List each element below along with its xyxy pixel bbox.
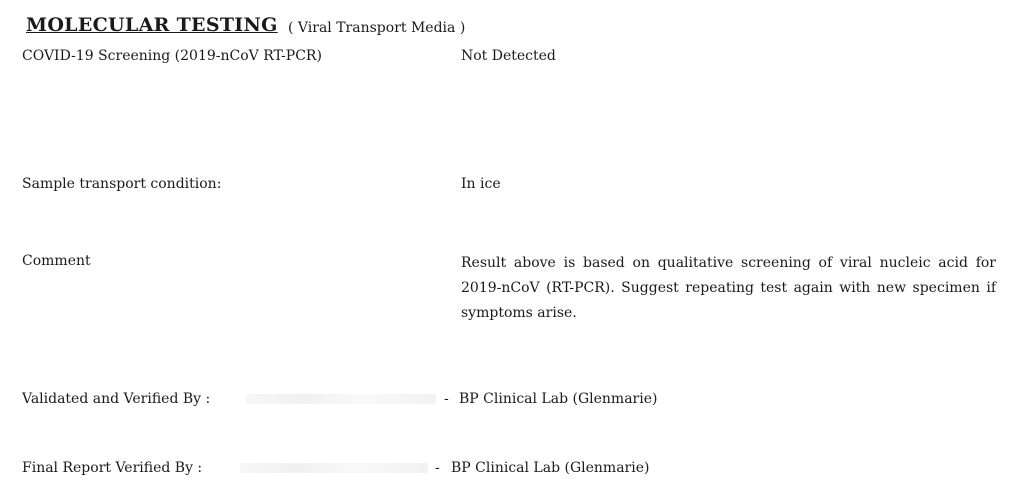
- comment-text: Result above is based on qualitative screening of viral nucleic acid for 2019-nCoV (RT-PCR). Suggest repeating test again with new specimen if symptoms arise.: [461, 255, 996, 321]
- separator-dash: -: [444, 391, 449, 407]
- redacted-name: [240, 463, 428, 473]
- final-report-lab: BP Clinical Lab (Glenmarie): [451, 460, 650, 476]
- comment-label: Comment: [22, 253, 91, 269]
- validated-by-label: Validated and Verified By :: [22, 391, 211, 407]
- separator-dash: -: [435, 460, 440, 476]
- redacted-name: [246, 394, 436, 404]
- test-result: Not Detected: [461, 48, 556, 64]
- transport-condition-value: In ice: [461, 176, 501, 192]
- validated-lab: BP Clinical Lab (Glenmarie): [459, 391, 658, 407]
- final-report-label: Final Report Verified By :: [22, 460, 203, 476]
- transport-condition-label: Sample transport condition:: [22, 176, 222, 192]
- test-name: COVID-19 Screening (2019-nCoV RT-PCR): [22, 48, 322, 64]
- section-subtitle: ( Viral Transport Media ): [288, 20, 466, 36]
- section-title: MOLECULAR TESTING: [26, 14, 278, 36]
